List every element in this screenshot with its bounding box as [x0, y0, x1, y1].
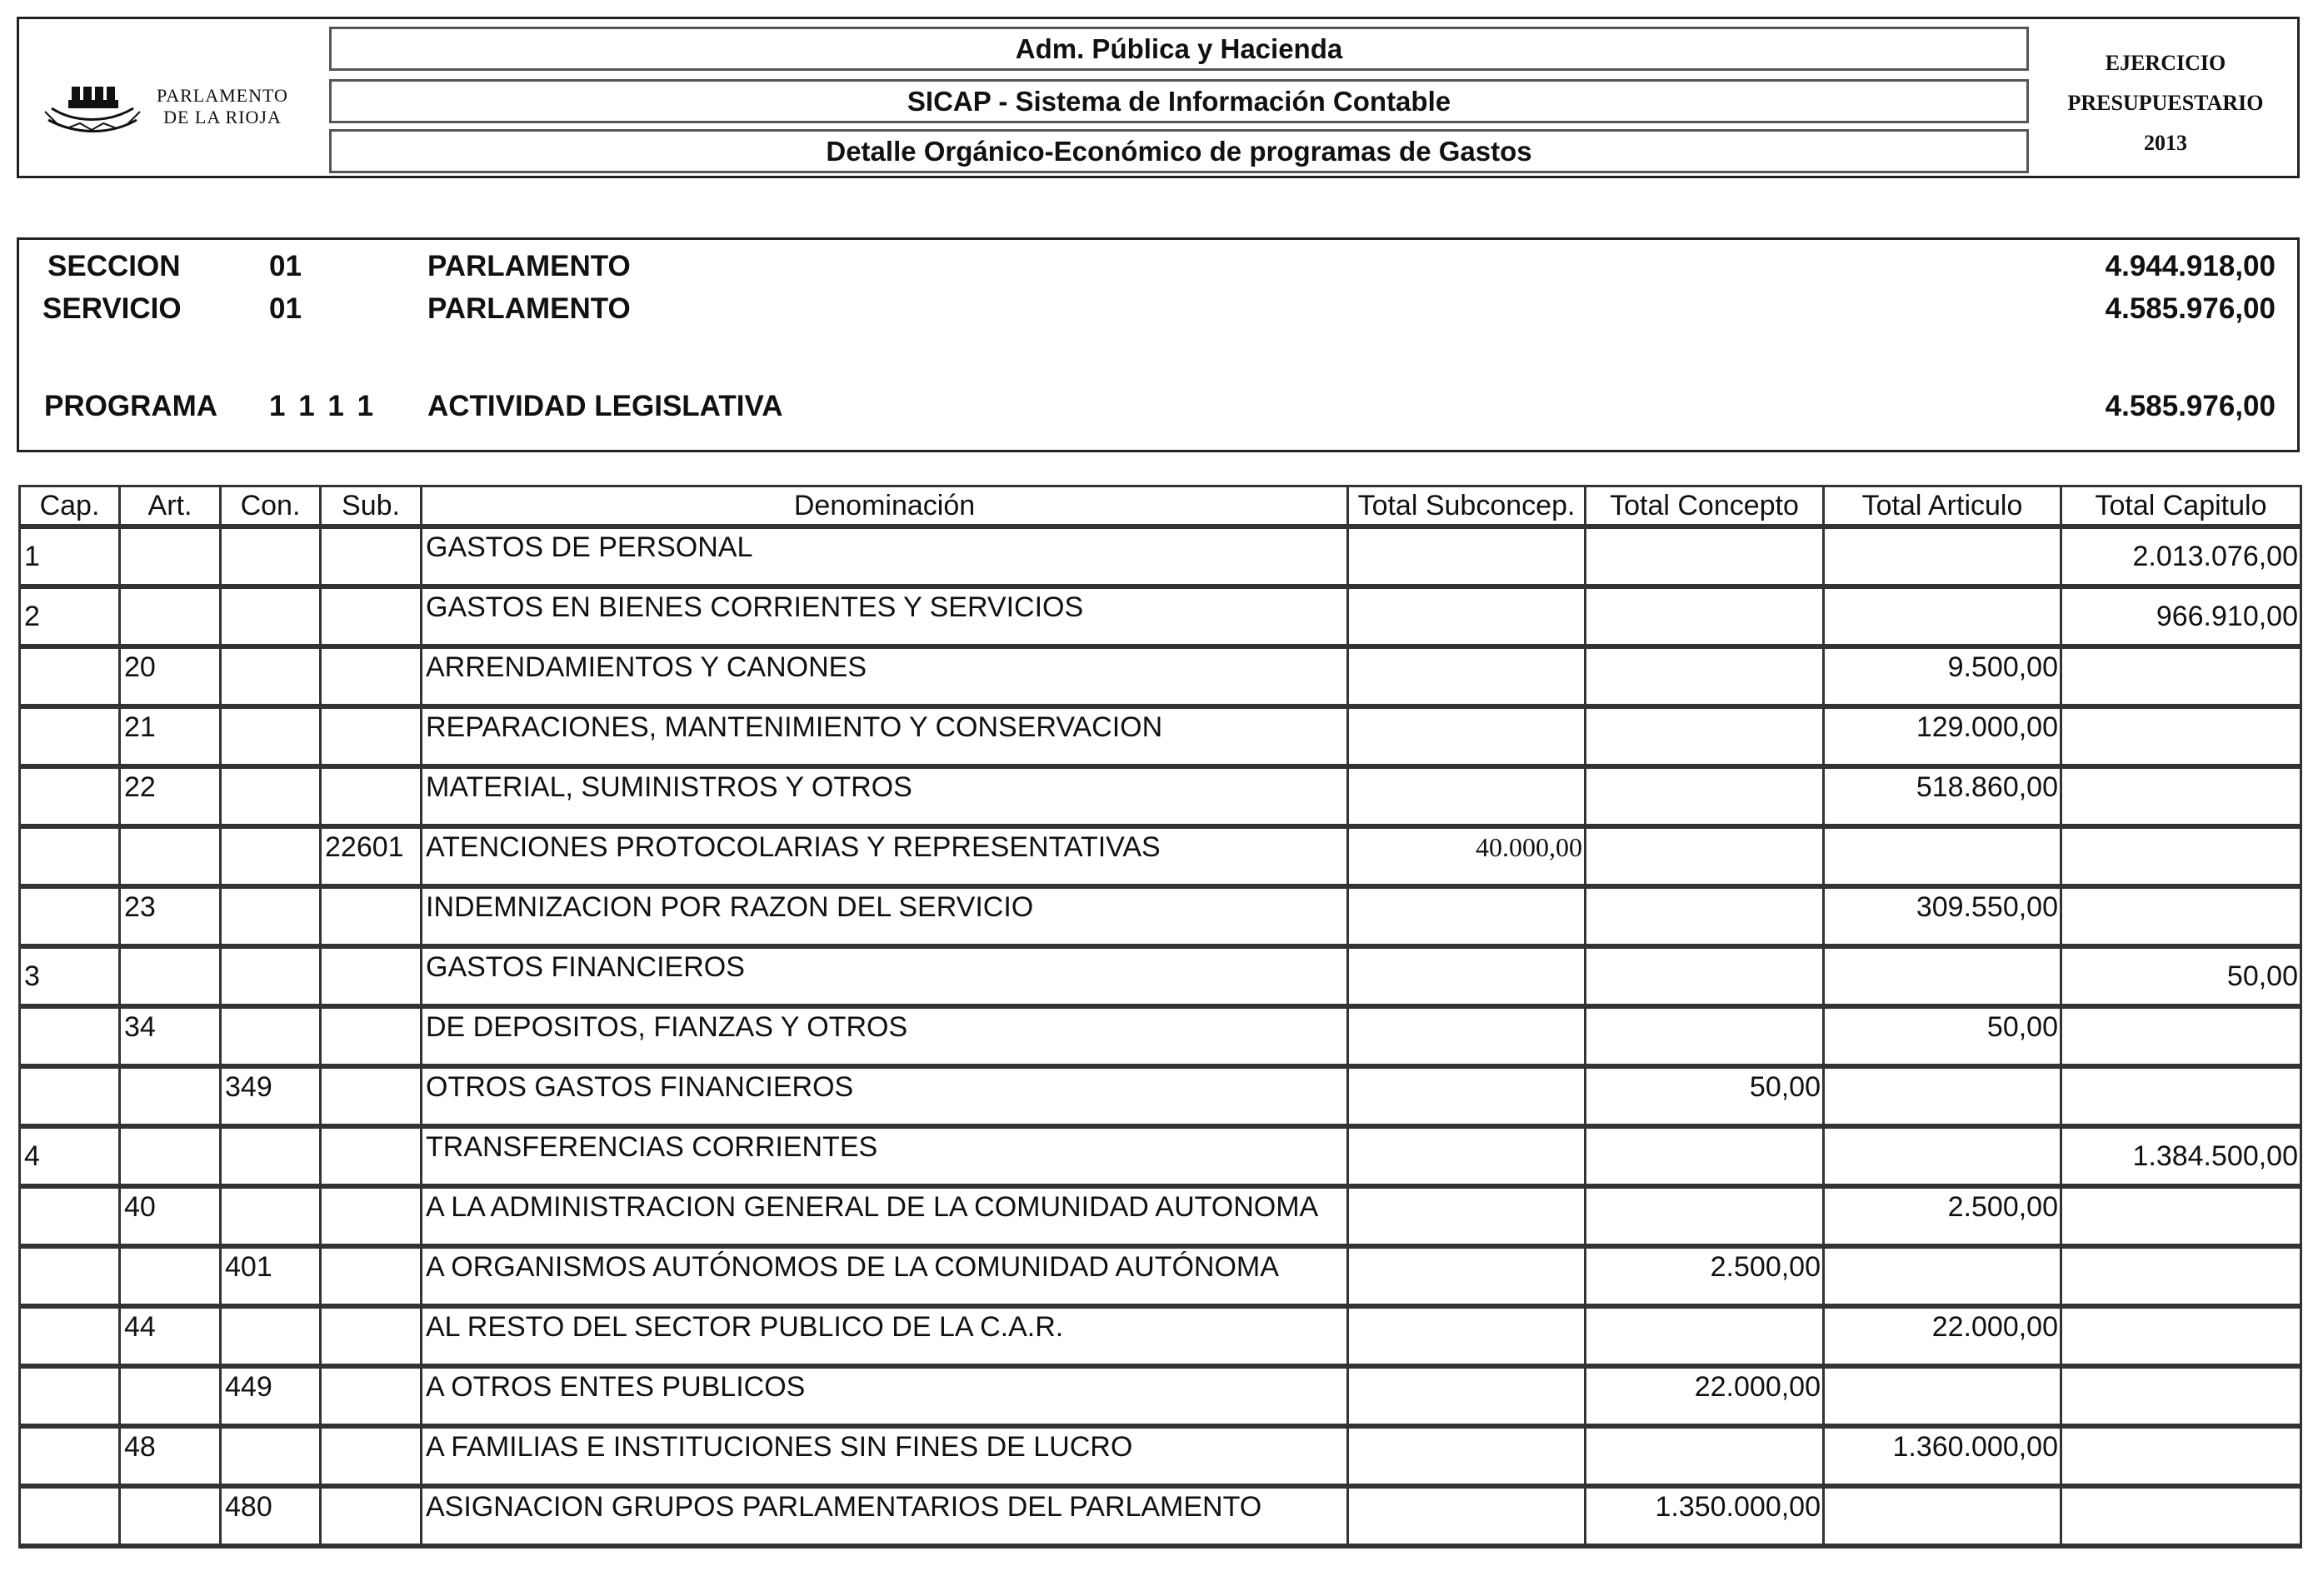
seccion-line: [19, 246, 2297, 287]
cell-sub: [321, 1306, 422, 1366]
cell-total-capitulo: 966.910,00: [2061, 586, 2301, 646]
cell-total-subconcepto: [1348, 1426, 1586, 1486]
cell-cap: [20, 886, 120, 946]
cell-denominacion: DE DEPOSITOS, FIANZAS Y OTROS: [422, 1006, 1348, 1066]
cell-cap: [20, 1486, 120, 1546]
cell-total-capitulo: 1.384.500,00: [2061, 1126, 2301, 1186]
col-header-denominacion: Denominación: [422, 486, 1348, 527]
seccion-label: SECCION: [47, 250, 181, 282]
cell-total-concepto: 1.350.000,00: [1586, 1486, 1824, 1546]
cell-cap: [20, 1306, 120, 1366]
cell-denominacion: TRANSFERENCIAS CORRIENTES: [422, 1126, 1348, 1186]
col-header-total-concepto: Total Concepto: [1586, 486, 1824, 527]
table-row: [20, 826, 2301, 886]
cell-cap: [20, 766, 120, 826]
cell-total-concepto: [1586, 1186, 1824, 1246]
cell-total-articulo: [1824, 826, 2061, 886]
cell-sub: [321, 1186, 422, 1246]
cell-total-articulo: 129.000,00: [1824, 706, 2061, 766]
cell-total-concepto: [1586, 526, 1824, 586]
cell-sub: [321, 646, 422, 706]
cell-art: 21: [120, 706, 221, 766]
cell-total-articulo: [1824, 1126, 2061, 1186]
cell-sub: [321, 1246, 422, 1306]
cell-denominacion: ARRENDAMIENTOS Y CANONES: [422, 646, 1348, 706]
cell-art: [120, 586, 221, 646]
cell-cap: 4: [20, 1126, 120, 1186]
cell-total-subconcepto: [1348, 646, 1586, 706]
cell-cap: [20, 1066, 120, 1126]
table-row: [20, 1066, 2301, 1126]
cell-total-subconcepto: [1348, 586, 1586, 646]
budget-table-body: [20, 526, 2301, 1546]
cell-denominacion: A LA ADMINISTRACION GENERAL DE LA COMUNIDAD AUTONOMA: [422, 1186, 1348, 1246]
cell-art: 20: [120, 646, 221, 706]
presupuestario-label: PRESUPUESTARIO: [2067, 91, 2264, 115]
table-row: [20, 1006, 2301, 1066]
seccion-code: 01: [269, 250, 302, 282]
cell-total-articulo: [1824, 946, 2061, 1006]
cell-total-concepto: [1586, 1006, 1824, 1066]
cell-art: 22: [120, 766, 221, 826]
cell-total-subconcepto: [1348, 706, 1586, 766]
cell-con: [221, 946, 321, 1006]
cell-con: [221, 1006, 321, 1066]
cell-denominacion: ASIGNACION GRUPOS PARLAMENTARIOS DEL PARLAMENTO: [422, 1486, 1348, 1546]
cell-total-concepto: 50,00: [1586, 1066, 1824, 1126]
servicio-amount: 4.585.976,00: [2105, 292, 2276, 325]
cell-total-subconcepto: [1348, 1366, 1586, 1426]
cell-sub: [321, 1126, 422, 1186]
cell-con: 449: [221, 1366, 321, 1426]
table-row: [20, 886, 2301, 946]
parliament-emblem-icon: [33, 58, 142, 150]
cell-con: [221, 826, 321, 886]
cell-total-subconcepto: [1348, 1126, 1586, 1186]
cell-con: [221, 586, 321, 646]
cell-denominacion: A ORGANISMOS AUTÓNOMOS DE LA COMUNIDAD AUTÓNOMA: [422, 1246, 1348, 1306]
cell-denominacion: REPARACIONES, MANTENIMIENTO Y CONSERVACION: [422, 706, 1348, 766]
cell-total-subconcepto: [1348, 886, 1586, 946]
col-header-total-subconcepto: Total Subconcep.: [1348, 486, 1586, 527]
cell-total-concepto: [1586, 1306, 1824, 1366]
cell-con: [221, 1426, 321, 1486]
cell-total-capitulo: [2061, 1186, 2301, 1246]
cell-total-articulo: [1824, 586, 2061, 646]
cell-total-capitulo: 2.013.076,00: [2061, 526, 2301, 586]
cell-con: [221, 1126, 321, 1186]
table-row: [20, 646, 2301, 706]
title-report: Detalle Orgánico-Económico de programas de Gastos: [329, 129, 2029, 173]
cell-sub: [321, 886, 422, 946]
cell-total-concepto: [1586, 706, 1824, 766]
servicio-name: PARLAMENTO: [427, 292, 631, 325]
cell-denominacion: MATERIAL, SUMINISTROS Y OTROS: [422, 766, 1348, 826]
cell-con: [221, 886, 321, 946]
cell-denominacion: A FAMILIAS E INSTITUCIONES SIN FINES DE LUCRO: [422, 1426, 1348, 1486]
cell-total-articulo: [1824, 1066, 2061, 1126]
cell-total-capitulo: [2061, 1246, 2301, 1306]
cell-total-concepto: [1586, 826, 1824, 886]
cell-sub: [321, 1006, 422, 1066]
table-row: [20, 766, 2301, 826]
seccion-name: PARLAMENTO: [427, 250, 631, 282]
cell-art: [120, 526, 221, 586]
cell-con: 349: [221, 1066, 321, 1126]
cell-total-articulo: 9.500,00: [1824, 646, 2061, 706]
cell-art: [120, 1066, 221, 1126]
cell-total-capitulo: [2061, 1066, 2301, 1126]
cell-total-articulo: 2.500,00: [1824, 1186, 2061, 1246]
table-header-row: [20, 486, 2301, 527]
col-header-total-articulo: Total Articulo: [1824, 486, 2061, 527]
cell-total-articulo: [1824, 1246, 2061, 1306]
programa-code: 1 1 1 1: [269, 390, 374, 422]
table-row: [20, 706, 2301, 766]
cell-total-concepto: [1586, 1126, 1824, 1186]
col-header-sub: Sub.: [321, 486, 422, 527]
cell-total-capitulo: [2061, 1486, 2301, 1546]
cell-denominacion: GASTOS EN BIENES CORRIENTES Y SERVICIOS: [422, 586, 1348, 646]
cell-cap: [20, 826, 120, 886]
logo-text: [157, 85, 288, 128]
cell-sub: [321, 706, 422, 766]
cell-denominacion: A OTROS ENTES PUBLICOS: [422, 1366, 1348, 1426]
cell-total-concepto: 22.000,00: [1586, 1366, 1824, 1426]
cell-total-capitulo: [2061, 1006, 2301, 1066]
cell-cap: [20, 1426, 120, 1486]
table-row: [20, 1366, 2301, 1426]
cell-total-subconcepto: [1348, 1486, 1586, 1546]
table-row: [20, 1126, 2301, 1186]
cell-sub: [321, 526, 422, 586]
programa-line: [19, 386, 2297, 427]
budget-table: [18, 485, 2302, 1549]
cell-total-concepto: [1586, 586, 1824, 646]
cell-sub: [321, 1486, 422, 1546]
cell-total-capitulo: 50,00: [2061, 946, 2301, 1006]
cell-total-capitulo: [2061, 766, 2301, 826]
cell-total-subconcepto: [1348, 766, 1586, 826]
title-system: SICAP - Sistema de Información Contable: [329, 79, 2029, 123]
cell-art: [120, 1366, 221, 1426]
cell-total-concepto: [1586, 646, 1824, 706]
cell-total-capitulo: [2061, 706, 2301, 766]
cell-total-concepto: [1586, 1426, 1824, 1486]
cell-total-subconcepto: 40.000,00: [1348, 826, 1586, 886]
cell-total-articulo: [1824, 526, 2061, 586]
cell-art: [120, 1126, 221, 1186]
cell-denominacion: GASTOS FINANCIEROS: [422, 946, 1348, 1006]
cell-total-articulo: [1824, 1486, 2061, 1546]
cell-total-concepto: [1586, 946, 1824, 1006]
col-header-total-capitulo: Total Capitulo: [2061, 486, 2301, 527]
cell-con: 401: [221, 1246, 321, 1306]
cell-con: [221, 766, 321, 826]
col-header-cap: Cap.: [20, 486, 120, 527]
parliament-logo: [33, 58, 308, 150]
cell-total-capitulo: [2061, 886, 2301, 946]
programa-label: PROGRAMA: [44, 390, 218, 422]
cell-total-capitulo: [2061, 1426, 2301, 1486]
servicio-label: SERVICIO: [42, 292, 182, 325]
cell-denominacion: AL RESTO DEL SECTOR PUBLICO DE LA C.A.R.: [422, 1306, 1348, 1366]
cell-art: 40: [120, 1186, 221, 1246]
fiscal-year-box: [2033, 43, 2298, 163]
cell-art: 48: [120, 1426, 221, 1486]
col-header-con: Con.: [221, 486, 321, 527]
cell-cap: 1: [20, 526, 120, 586]
cell-sub: [321, 1426, 422, 1486]
table-row: [20, 1246, 2301, 1306]
col-header-art: Art.: [120, 486, 221, 527]
section-summary: [17, 237, 2300, 452]
cell-cap: [20, 1366, 120, 1426]
cell-art: [120, 826, 221, 886]
cell-total-concepto: 2.500,00: [1586, 1246, 1824, 1306]
cell-total-articulo: 518.860,00: [1824, 766, 2061, 826]
cell-total-subconcepto: [1348, 1066, 1586, 1126]
logo-line1: PARLAMENTO: [157, 85, 288, 106]
cell-total-subconcepto: [1348, 946, 1586, 1006]
table-row: [20, 526, 2301, 586]
cell-cap: [20, 1186, 120, 1246]
cell-con: [221, 1306, 321, 1366]
cell-denominacion: OTROS GASTOS FINANCIEROS: [422, 1066, 1348, 1126]
cell-sub: 22601: [321, 826, 422, 886]
cell-total-subconcepto: [1348, 1246, 1586, 1306]
cell-total-capitulo: [2061, 826, 2301, 886]
cell-total-articulo: [1824, 1366, 2061, 1426]
servicio-line: [19, 288, 2297, 330]
cell-total-subconcepto: [1348, 526, 1586, 586]
cell-total-capitulo: [2061, 1366, 2301, 1426]
cell-sub: [321, 1366, 422, 1426]
cell-con: 480: [221, 1486, 321, 1546]
cell-sub: [321, 946, 422, 1006]
cell-total-subconcepto: [1348, 1186, 1586, 1246]
programa-name: ACTIVIDAD LEGISLATIVA: [427, 390, 783, 422]
cell-cap: [20, 706, 120, 766]
cell-sub: [321, 1066, 422, 1126]
cell-total-capitulo: [2061, 1306, 2301, 1366]
cell-cap: 2: [20, 586, 120, 646]
cell-denominacion: ATENCIONES PROTOCOLARIAS Y REPRESENTATIVAS: [422, 826, 1348, 886]
cell-total-articulo: 1.360.000,00: [1824, 1426, 2061, 1486]
table-row: [20, 1186, 2301, 1246]
cell-total-subconcepto: [1348, 1306, 1586, 1366]
cell-cap: [20, 1006, 120, 1066]
cell-total-articulo: 309.550,00: [1824, 886, 2061, 946]
cell-total-subconcepto: [1348, 1006, 1586, 1066]
cell-con: [221, 526, 321, 586]
fiscal-year: 2013: [2144, 131, 2187, 155]
cell-cap: [20, 1246, 120, 1306]
cell-con: [221, 1186, 321, 1246]
table-row: [20, 586, 2301, 646]
cell-denominacion: INDEMNIZACION POR RAZON DEL SERVICIO: [422, 886, 1348, 946]
seccion-amount: 4.944.918,00: [2105, 250, 2276, 282]
logo-line2: DE LA RIOJA: [163, 107, 282, 127]
cell-total-articulo: 50,00: [1824, 1006, 2061, 1066]
servicio-code: 01: [269, 292, 302, 325]
cell-denominacion: GASTOS DE PERSONAL: [422, 526, 1348, 586]
cell-cap: [20, 646, 120, 706]
table-row: [20, 1426, 2301, 1486]
cell-total-capitulo: [2061, 646, 2301, 706]
cell-sub: [321, 586, 422, 646]
programa-amount: 4.585.976,00: [2105, 390, 2276, 422]
cell-total-articulo: 22.000,00: [1824, 1306, 2061, 1366]
table-row: [20, 1306, 2301, 1366]
title-department: Adm. Pública y Hacienda: [329, 27, 2029, 71]
cell-con: [221, 706, 321, 766]
cell-total-concepto: [1586, 886, 1824, 946]
table-row: [20, 946, 2301, 1006]
cell-art: 34: [120, 1006, 221, 1066]
cell-total-concepto: [1586, 766, 1824, 826]
ejercicio-label: EJERCICIO: [2105, 51, 2226, 75]
cell-con: [221, 646, 321, 706]
table-row: [20, 1486, 2301, 1546]
cell-cap: 3: [20, 946, 120, 1006]
cell-sub: [321, 766, 422, 826]
cell-art: [120, 946, 221, 1006]
cell-art: [120, 1246, 221, 1306]
cell-art: [120, 1486, 221, 1546]
cell-art: 44: [120, 1306, 221, 1366]
cell-art: 23: [120, 886, 221, 946]
